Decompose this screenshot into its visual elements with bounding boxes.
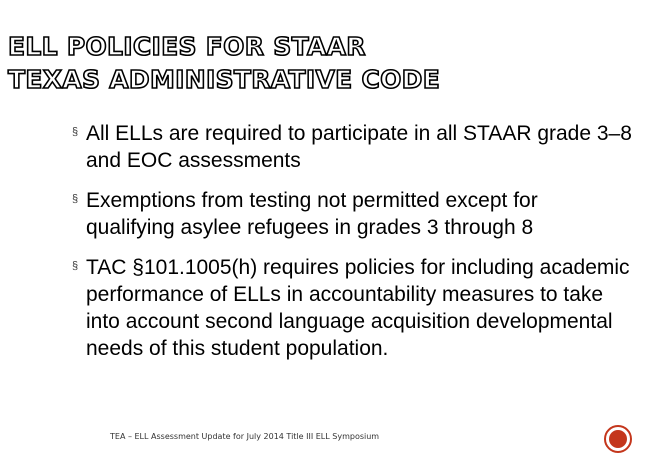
- title-line-2: TEXAS ADMINISTRATIVE CODE: [8, 65, 441, 94]
- bullet-item: [72, 254, 632, 362]
- bullet-list: [72, 120, 632, 375]
- title-line-1: ELL POLICIES FOR STAAR: [8, 32, 366, 61]
- bullet-item: [72, 120, 632, 174]
- bullet-text: TAC §101.1005(h) requires policies for including academic performance of ELLs in accountability measures to take into account second language acquisition developmental needs of this student population.: [86, 256, 630, 360]
- bullet-text: Exemptions from testing not permitted except for qualifying asylee refugees in grades 3 through 8: [86, 189, 538, 239]
- slide-title: [8, 30, 608, 96]
- bullet-marker-icon: §: [72, 260, 79, 272]
- circle-bullet-icon: [604, 425, 632, 453]
- slide-footer: TEA – ELL Assessment Update for July 2014 Title III ELL Symposium: [110, 432, 380, 441]
- circle-bullet-icon-center: [609, 430, 627, 448]
- bullet-text: All ELLs are required to participate in all STAAR grade 3–8 and EOC assessments: [86, 122, 632, 172]
- bullet-item: [72, 187, 632, 241]
- bullet-marker-icon: §: [72, 126, 79, 138]
- bullet-marker-icon: §: [72, 193, 79, 205]
